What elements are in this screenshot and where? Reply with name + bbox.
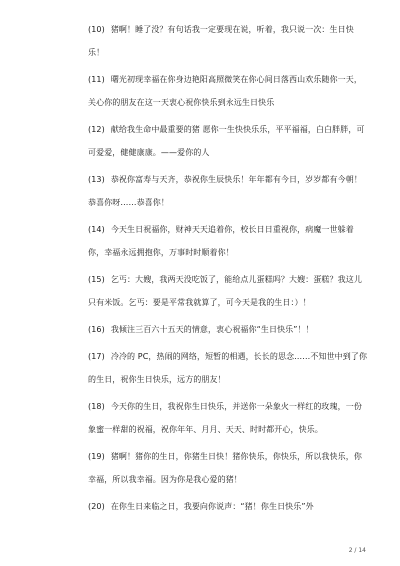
paragraph-number: (19) [88, 452, 105, 461]
paragraph-text: 在你生日来临之日，我要向你说声：“猪！你生日快乐”外 [110, 502, 314, 511]
paragraph [88, 68, 368, 114]
paragraph-number: (20) [88, 502, 105, 511]
paragraph-text: 我倾注三百六十五天的情意，衷心祝福你“生日快乐”！！ [110, 325, 314, 334]
paragraph [88, 318, 368, 341]
paragraph [88, 168, 368, 214]
paragraph-text: 猪啊！睡了没？有句话我一定要现在说，听着，我只说一次：生日快乐！ [88, 25, 354, 57]
paragraph-number: (14) [88, 225, 105, 234]
page-number: 2 / 14 [348, 547, 366, 554]
paragraph-text: 恭祝你富寿与天齐，恭祝你生辰快乐！年年都有今日，岁岁都有今朝！恭喜你呀……恭喜你！ [88, 175, 362, 207]
paragraph-text: 曙光初现幸福在你身边艳阳高照微笑在你心间日落西山欢乐随你一天，关心你的朋友在这一天衷心祝你快乐到永远生日快乐 [88, 75, 362, 107]
paragraph [88, 495, 368, 518]
paragraph-number: (11) [88, 75, 105, 84]
paragraph-text: 今天你的生日，我祝你生日快乐，并送你一朵象火一样红的玫瑰，一份象蜜一样甜的祝福，祝你年年、月月、天天、时时都开心，快乐。 [88, 402, 362, 434]
paragraph-number: (15) [88, 275, 105, 284]
paragraph [88, 118, 368, 164]
paragraph-text: 冷冷的 PC，热闹的网络，短暂的相遇，长长的思念……不知世中到了你的生日，祝你生日快乐，远方的朋友！ [88, 352, 368, 384]
paragraph-text: 献给我生命中最重要的猪 愿你一生快快乐乐，平平福福，白白胖胖，可可爱爱，健健康康。——爱你的人 [88, 125, 365, 157]
paragraph [88, 268, 368, 314]
paragraph-list [88, 18, 368, 522]
paragraph [88, 445, 368, 491]
paragraph [88, 18, 368, 64]
paragraph-text: 乞丐：大嫂，我两天没吃饭了，能给点儿蛋糕吗？大嫂：蛋糕？我这儿只有米饭。乞丐：要是平常我就算了，可今天是我的生日：）！ [88, 275, 362, 307]
paragraph-number: (16) [88, 325, 105, 334]
paragraph-text: 今天生日祝福你，财神天天追着你，校长日日重视你，病魔一世躲着你，幸福永远拥抱你，万事时时顺着你！ [88, 225, 354, 257]
paragraph-number: (13) [88, 175, 105, 184]
paragraph-number: (12) [88, 125, 105, 134]
paragraph [88, 345, 368, 391]
paragraph [88, 395, 368, 441]
paragraph-number: (18) [88, 402, 105, 411]
paragraph-number: (17) [88, 352, 105, 361]
paragraph [88, 218, 368, 264]
paragraph-text: 猪啊！猪你的生日，你猪生日快！猪你快乐，你快乐，所以我快乐，你幸福，所以我幸福。因为你是我心爱的猪！ [88, 452, 362, 484]
paragraph-number: (10) [88, 25, 105, 34]
